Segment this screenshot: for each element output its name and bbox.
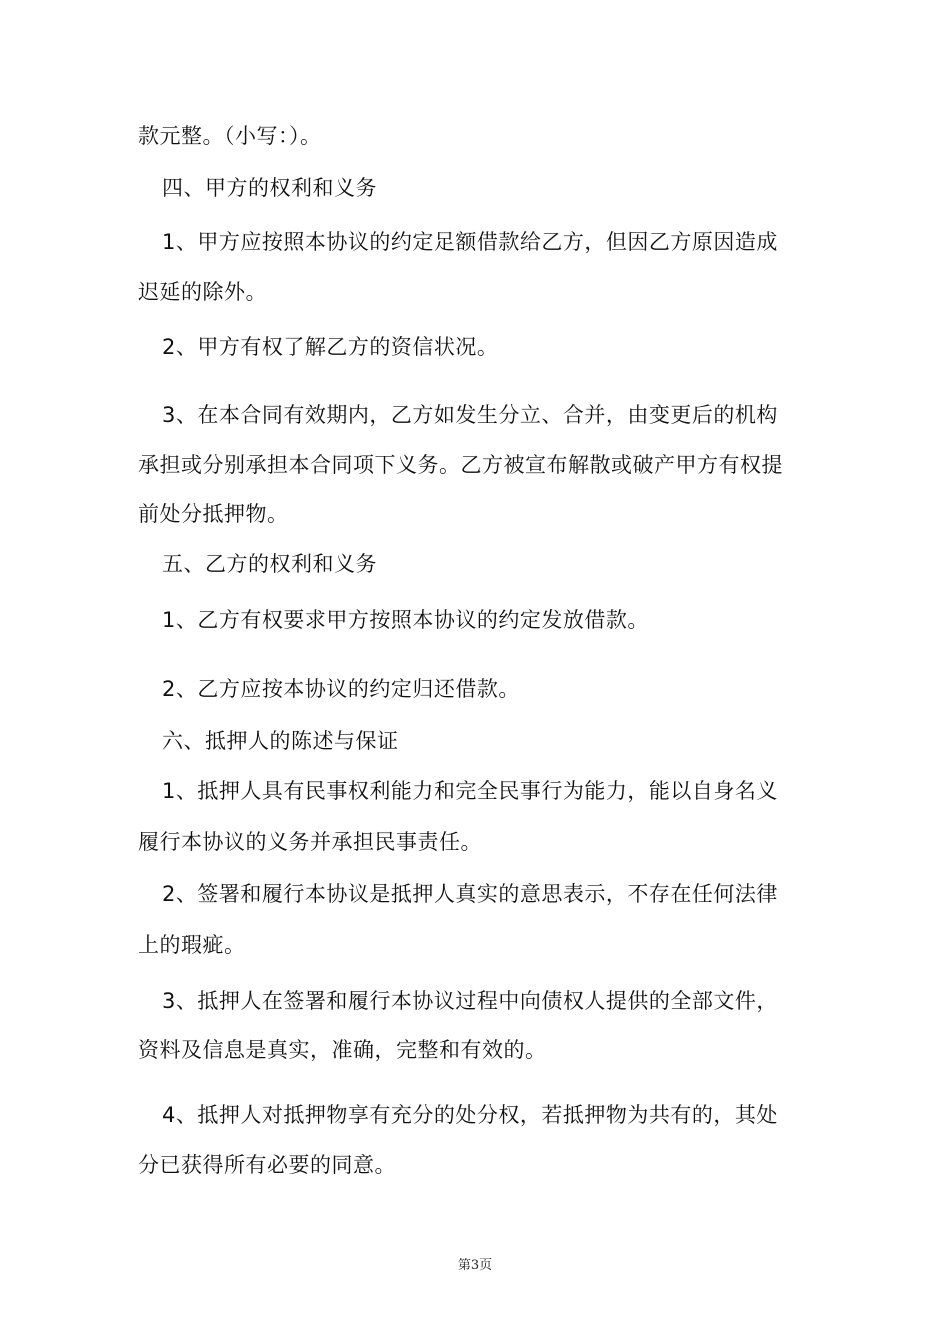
text-line: 3、抵押人在签署和履行本协议过程中向债权人提供的全部文件， bbox=[162, 989, 778, 1013]
text-line: 1、乙方有权要求甲方按照本协议的约定发放借款。 bbox=[162, 608, 649, 632]
text-line: 2、乙方应按本协议的约定归还借款。 bbox=[162, 677, 520, 701]
text-line: 前处分抵押物。 bbox=[138, 502, 289, 526]
text-line: 3、在本合同有效期内，乙方如发生分立、合并，由变更后的机构 bbox=[162, 403, 778, 427]
text-line: 款元整。（小写：）。 bbox=[138, 124, 322, 148]
text-line: 上的瑕疵。 bbox=[138, 933, 246, 957]
text-line: 履行本协议的义务并承担民事责任。 bbox=[138, 830, 482, 854]
text-line: 资料及信息是真实，准确，完整和有效的。 bbox=[138, 1038, 547, 1062]
text-line: 2、甲方有权了解乙方的资信状况。 bbox=[162, 335, 499, 359]
text-line: 2、签署和履行本协议是抵押人真实的意思表示，不存在任何法律 bbox=[162, 882, 778, 906]
section-heading-6: 六、抵押人的陈述与保证 bbox=[162, 729, 399, 753]
text-line: 1、抵押人具有民事权利能力和完全民事行为能力，能以自身名义 bbox=[162, 779, 778, 803]
text-line: 承担或分别承担本合同项下义务。乙方被宣布解散或破产甲方有权提 bbox=[138, 453, 783, 477]
section-heading-4: 四、甲方的权利和义务 bbox=[162, 176, 377, 200]
text-line: 1、甲方应按照本协议的约定足额借款给乙方，但因乙方原因造成 bbox=[162, 230, 778, 254]
text-line: 迟延的除外。 bbox=[138, 280, 267, 304]
section-heading-5: 五、乙方的权利和义务 bbox=[162, 552, 377, 576]
text-line: 分已获得所有必要的同意。 bbox=[138, 1153, 396, 1177]
page-number: 第3页 bbox=[457, 1258, 493, 1273]
text-line: 4、抵押人对抵押物享有充分的处分权，若抵押物为共有的，其处 bbox=[162, 1103, 778, 1127]
